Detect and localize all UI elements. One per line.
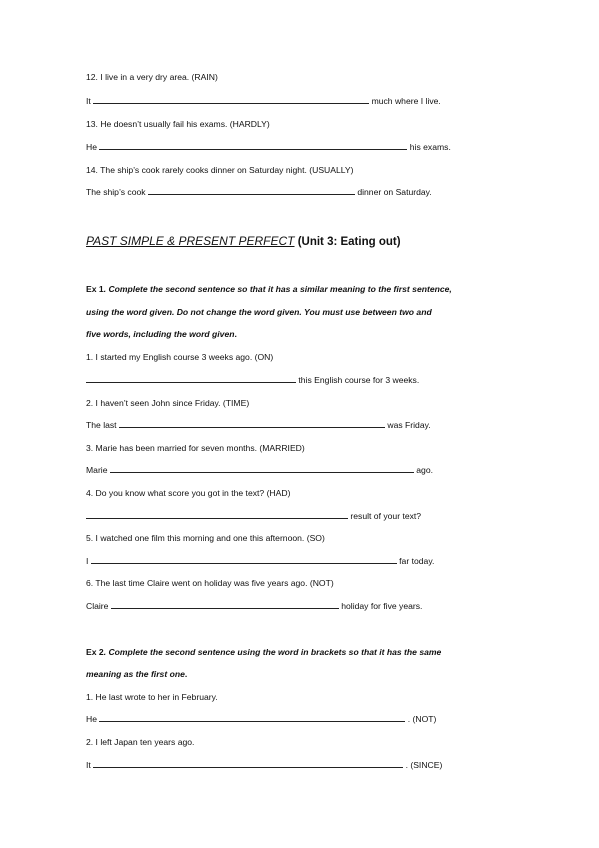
ex1-item-6-answer-line: Claire holiday for five years. bbox=[86, 601, 423, 611]
ex2-label: Ex 2 bbox=[86, 647, 104, 657]
ex1-item-4-prompt: 4. Do you know what score you got in the text? (HAD) bbox=[86, 488, 291, 498]
ex1-item-6-prompt: 6. The last time Claire went on holiday was five years ago. (NOT) bbox=[86, 578, 334, 588]
ex1-instruction-line-3: five words, including the word given. bbox=[86, 329, 237, 339]
ex1-item-1-answer-line: this English course for 3 weeks. bbox=[86, 374, 419, 386]
ex1-item-5-prompt: 5. I watched one film this morning and one this afternoon. (SO) bbox=[86, 533, 325, 543]
answer-blank[interactable] bbox=[99, 713, 405, 722]
answer-blank[interactable] bbox=[148, 186, 355, 195]
ex2-item-1-prompt: 1. He last wrote to her in February. bbox=[86, 692, 218, 702]
ex2-item-2-prompt: 2. I left Japan ten years ago. bbox=[86, 737, 195, 747]
answer-blank[interactable] bbox=[119, 419, 385, 428]
answer-blank[interactable] bbox=[91, 555, 397, 564]
ex1-item-4-answer-line: result of your text? bbox=[86, 510, 421, 522]
answer-blank[interactable] bbox=[86, 374, 296, 383]
ex1-item-2-prompt: 2. I haven’t seen John since Friday. (TIME) bbox=[86, 398, 250, 408]
section-heading bbox=[86, 234, 401, 248]
ex2-instruction-line-2: meaning as the first one. bbox=[86, 669, 188, 679]
answer-blank[interactable] bbox=[99, 141, 407, 150]
ex1-label: Ex 1 bbox=[86, 284, 104, 294]
answer-blank[interactable] bbox=[111, 600, 339, 609]
section-subtitle: (Unit 3: Eating out) bbox=[294, 236, 401, 248]
ex1-item-3-answer-line: Marie ago. bbox=[86, 465, 434, 475]
ex1-item-5-answer-line: I far today. bbox=[86, 556, 435, 566]
ex1-instruction: Ex 1. Complete the second sentence so that it has a similar meaning to the first sentence, bbox=[86, 284, 452, 294]
item-12-answer-line: It much where I live. bbox=[86, 96, 441, 106]
item-13-answer-line: He his exams. bbox=[86, 142, 451, 152]
ex2-item-2-answer-line: It . (SINCE) bbox=[86, 760, 443, 770]
ex1-item-1-prompt: 1. I started my English course 3 weeks ago. (ON) bbox=[86, 352, 274, 362]
ex2-item-1-answer-line: He . (NOT) bbox=[86, 714, 437, 724]
item-14-answer-line: The ship’s cook dinner on Saturday. bbox=[86, 187, 432, 197]
answer-blank[interactable] bbox=[93, 95, 369, 104]
item-13-prompt: 13. He doesn’t usually fail his exams. (HARDLY) bbox=[86, 119, 270, 129]
item-14-prompt: 14. The ship’s cook rarely cooks dinner on Saturday night. (USUALLY) bbox=[86, 165, 354, 175]
answer-blank[interactable] bbox=[110, 464, 414, 473]
ex2-instruction: Ex 2. Complete the second sentence using the word in brackets so that it has the same bbox=[86, 647, 442, 657]
ex1-item-2-answer-line: The last was Friday. bbox=[86, 420, 431, 430]
answer-blank[interactable] bbox=[93, 759, 403, 768]
answer-blank[interactable] bbox=[86, 510, 348, 519]
section-title: PAST SIMPLE & PRESENT PERFECT bbox=[86, 234, 295, 248]
item-12-prompt: 12. I live in a very dry area. (RAIN) bbox=[86, 72, 218, 82]
ex1-instruction-line-2: using the word given. Do not change the word given. You must use between two and bbox=[86, 307, 432, 317]
ex1-item-3-prompt: 3. Marie has been married for seven months. (MARRIED) bbox=[86, 443, 305, 453]
